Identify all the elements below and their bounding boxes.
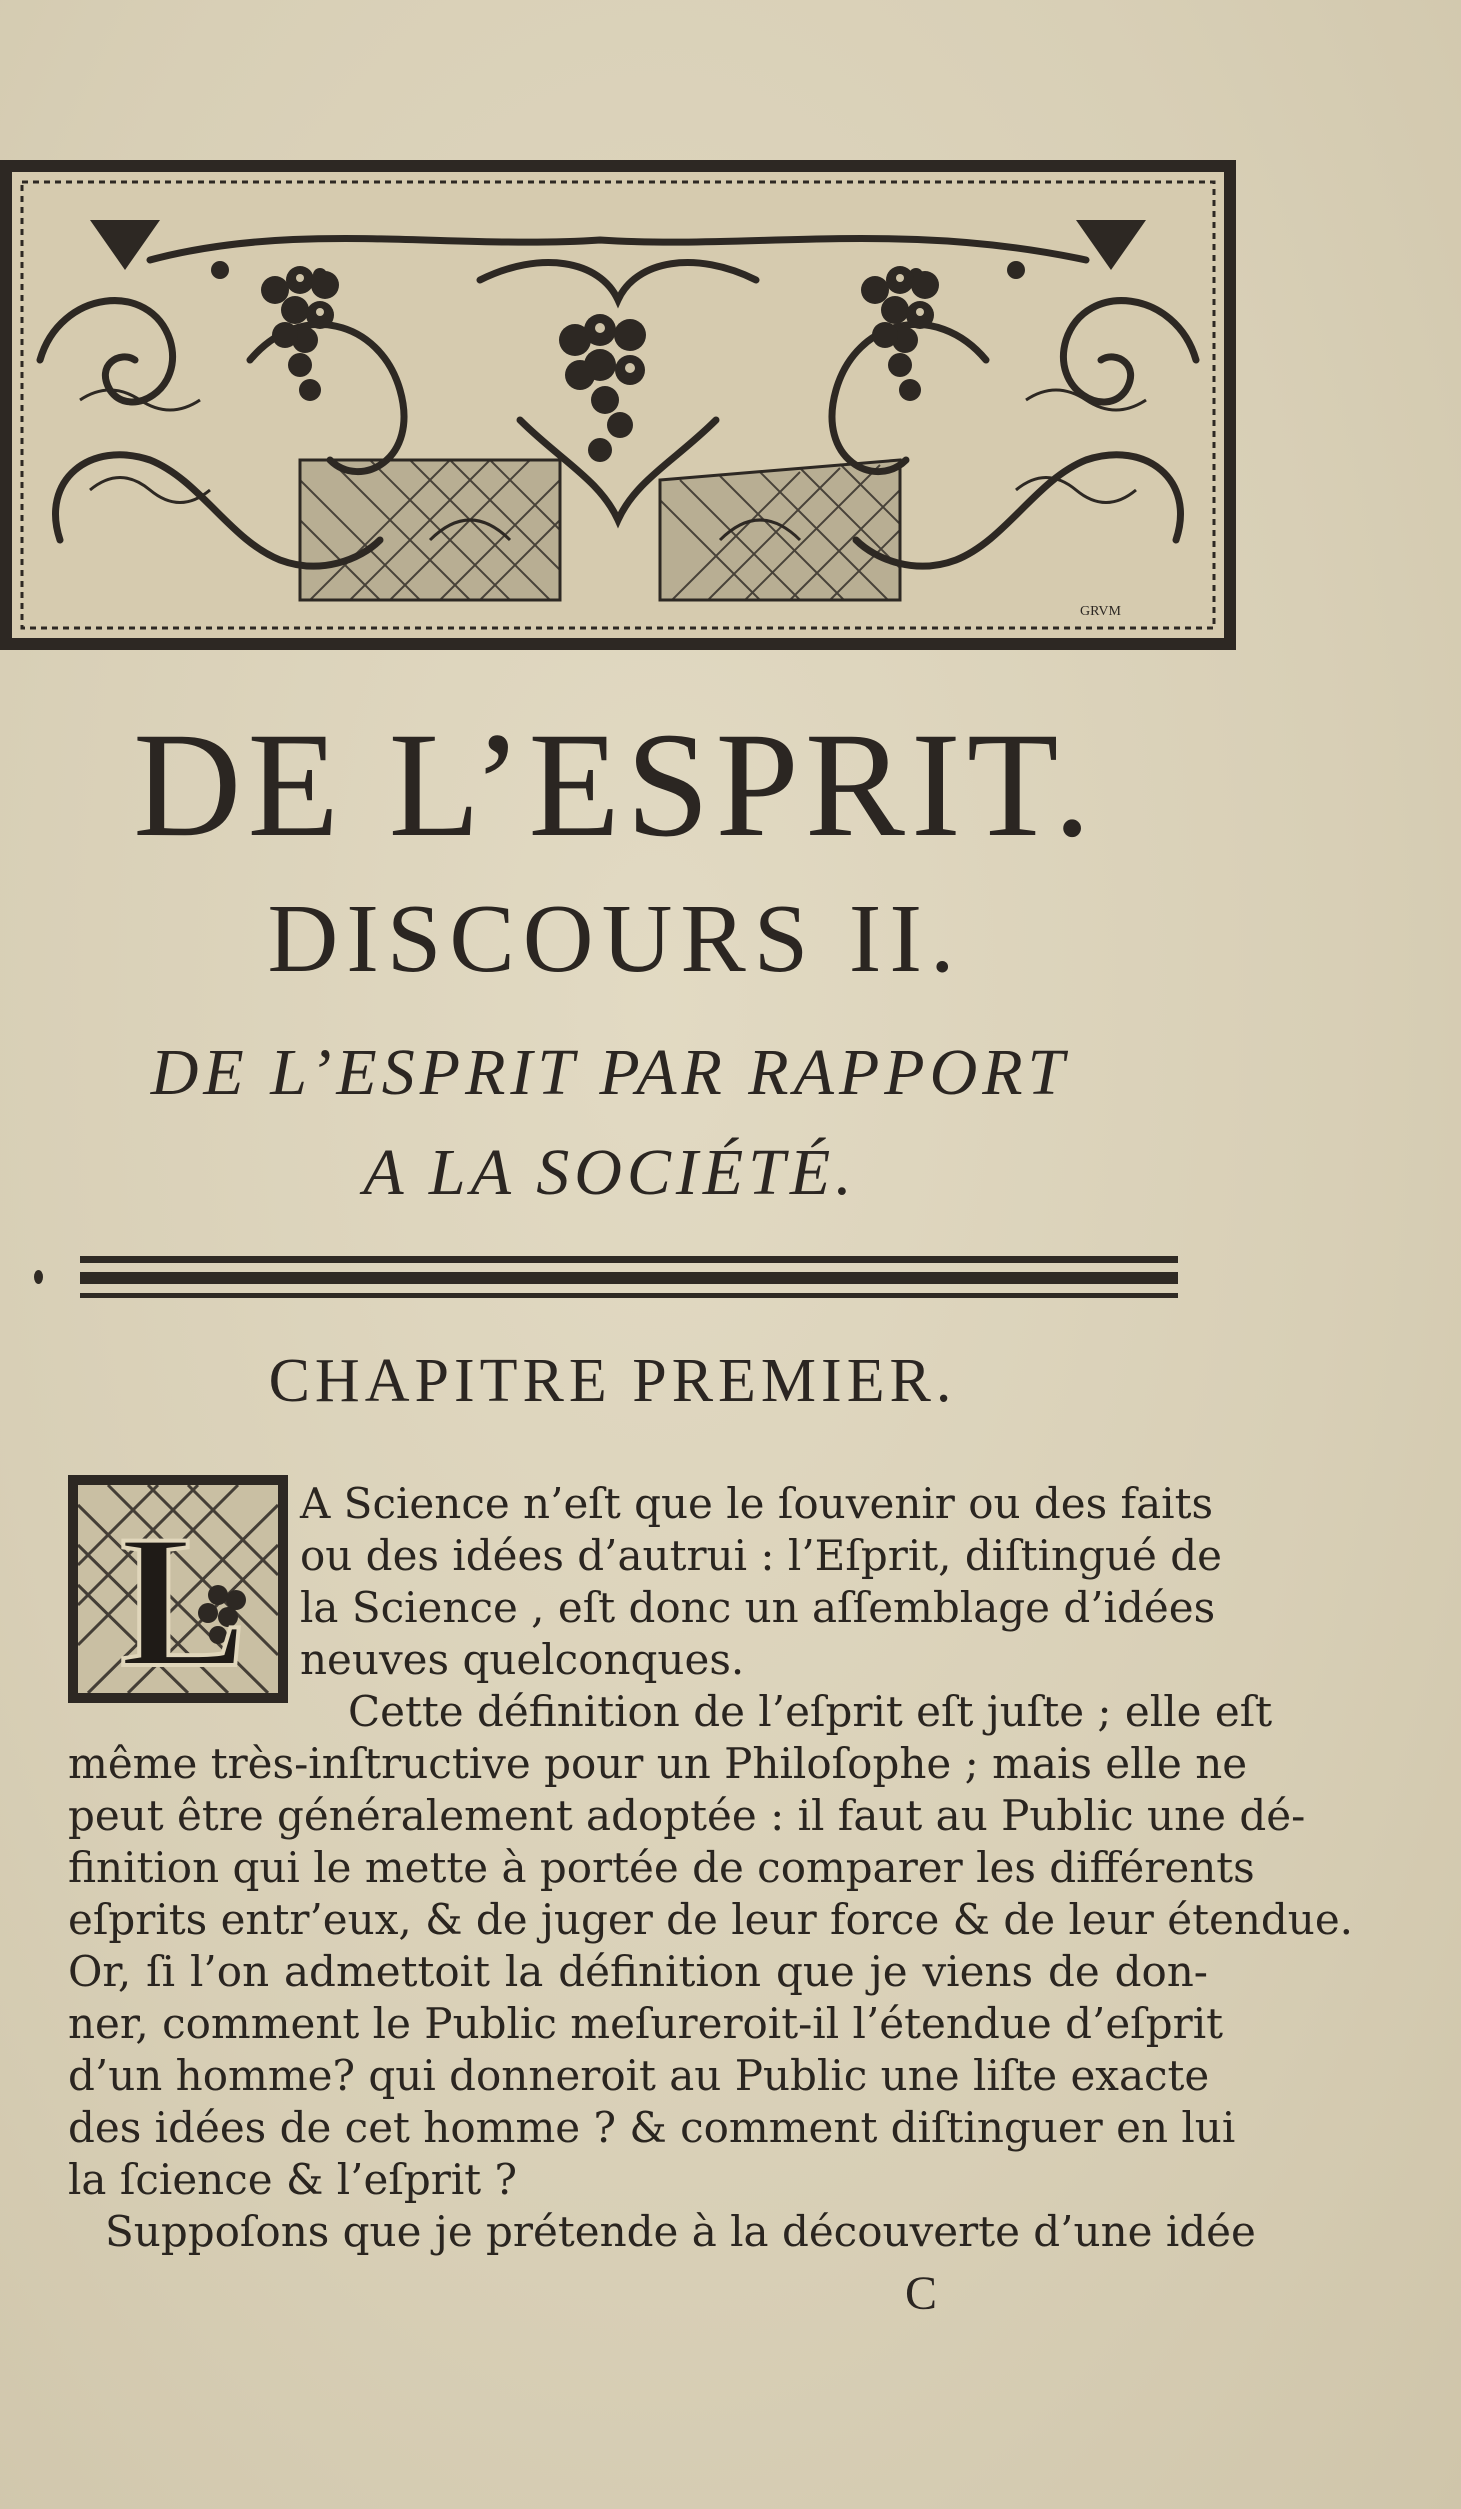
decorated-initial (68, 1475, 288, 1703)
divider-rule-top (80, 1256, 1178, 1263)
subtitle-line-1: DE L’ESPRIT PAR RAPPORT (150, 1036, 1070, 1109)
body-line-4: neuves quelconques. (300, 1635, 745, 1684)
ink-speck (34, 1270, 43, 1284)
body-line-11: ner, comment le Public meſureroit-il l’étendue d’eſprit (68, 1999, 1223, 2048)
body-line-1: A Science n’eſt que le ſouvenir ou des faits (300, 1479, 1214, 1528)
subtitle-line-2: A LA SOCIÉTÉ. (363, 1136, 857, 1209)
initial-letter: L (120, 1497, 247, 1703)
discourse-heading: DISCOURS II. (267, 885, 963, 993)
body-line-2: ou des idées d’autrui : l’Eſprit, diſtingué de (300, 1531, 1222, 1580)
body-line-10: Or, ſi l’on admettoit la définition que je viens de don- (68, 1947, 1208, 1996)
body-line-7: peut être généralement adoptée : il faut au Public une dé- (68, 1791, 1306, 1840)
body-line-14: la ſcience & l’eſprit ? (68, 2155, 518, 2204)
book-title: DE L’ESPRIT. (133, 702, 1097, 868)
engraver-mark: GRVM (1080, 604, 1121, 619)
divider-rule-middle (80, 1272, 1178, 1284)
body-line-3: la Science , eſt donc un aſſemblage d’idées (300, 1583, 1216, 1632)
body-line-9: eſprits entr’eux, & de juger de leur force & de leur étendue. (68, 1895, 1354, 1944)
body-line-12: d’un homme? qui donneroit au Public une liſte exacte (68, 2051, 1210, 2100)
body-line-13: des idées de cet homme ? & comment diſtinguer en lui (68, 2103, 1236, 2152)
ornamental-headpiece (0, 160, 1236, 650)
signature-mark: C (905, 2267, 938, 2320)
body-line-15: Suppoſons que je prétende à la découverte d’une idée (105, 2207, 1256, 2256)
chapter-heading: CHAPITRE PREMIER. (268, 1347, 957, 1415)
divider-rule-bottom (80, 1293, 1178, 1298)
body-line-8: finition qui le mette à portée de comparer les différents (68, 1843, 1255, 1892)
body-line-5: Cette définition de l’eſprit eſt juſte ; elle eſt (348, 1687, 1273, 1736)
body-line-6: même très-inſtructive pour un Philoſophe ; mais elle ne (68, 1739, 1248, 1788)
